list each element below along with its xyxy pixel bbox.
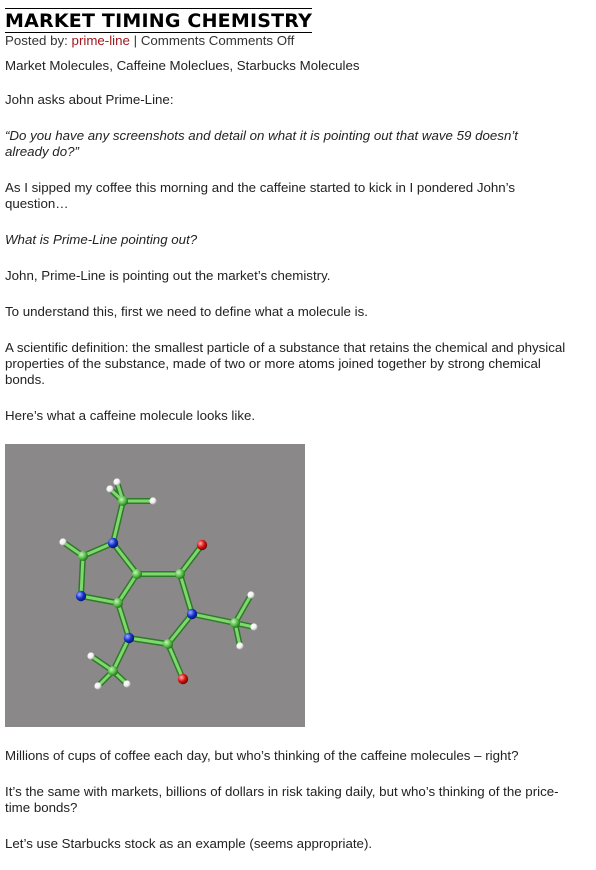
paragraph-2-quote: “Do you have any screenshots and detail on what it is pointing out that wave 59 doesn’t already do?”: [5, 128, 518, 159]
paragraph-9: Millions of cups of coffee each day, but who’s thinking of the caffeine molecules – right?: [5, 748, 519, 763]
post-meta: [5, 33, 591, 49]
paragraph-1: John asks about Prime-Line:: [5, 92, 174, 107]
paragraph-7: A scientific definition: the smallest particle of a substance that retains the chemical and physical properties of the substance, made of two or more atoms joined together by strong chemical bonds.: [5, 340, 566, 387]
post-title[interactable]: MARKET TIMING CHEMISTRY: [5, 10, 313, 32]
author-link[interactable]: prime-line: [71, 33, 130, 48]
image-background: [5, 444, 305, 727]
paragraph-8: Here’s what a caffeine molecule looks like.: [5, 408, 256, 423]
post-tags: Market Molecules, Caffeine Moleclues, Starbucks Molecules: [5, 58, 360, 73]
posted-by-label: Posted by:: [5, 33, 68, 48]
paragraph-4: What is Prime-Line pointing out?: [5, 232, 198, 247]
blog-post: [5, 8, 591, 852]
paragraph-6: To understand this, first we need to define what a molecule is.: [5, 304, 368, 319]
meta-separator: |: [133, 33, 138, 48]
paragraph-5: John, Prime-Line is pointing out the market’s chemistry.: [5, 268, 331, 283]
comments-status: Comments Comments Off: [140, 33, 295, 48]
paragraph-3: As I sipped my coffee this morning and the caffeine started to kick in I pondered John’s question…: [5, 180, 516, 211]
post-title-box: [5, 8, 312, 33]
paragraph-10: It’s the same with markets, billions of dollars in risk taking daily, but who’s thinking of the price-time bonds?: [5, 784, 559, 815]
paragraph-11: Let’s use Starbucks stock as an example (seems appropriate).: [5, 836, 373, 851]
caffeine-molecule-image: [5, 444, 305, 727]
